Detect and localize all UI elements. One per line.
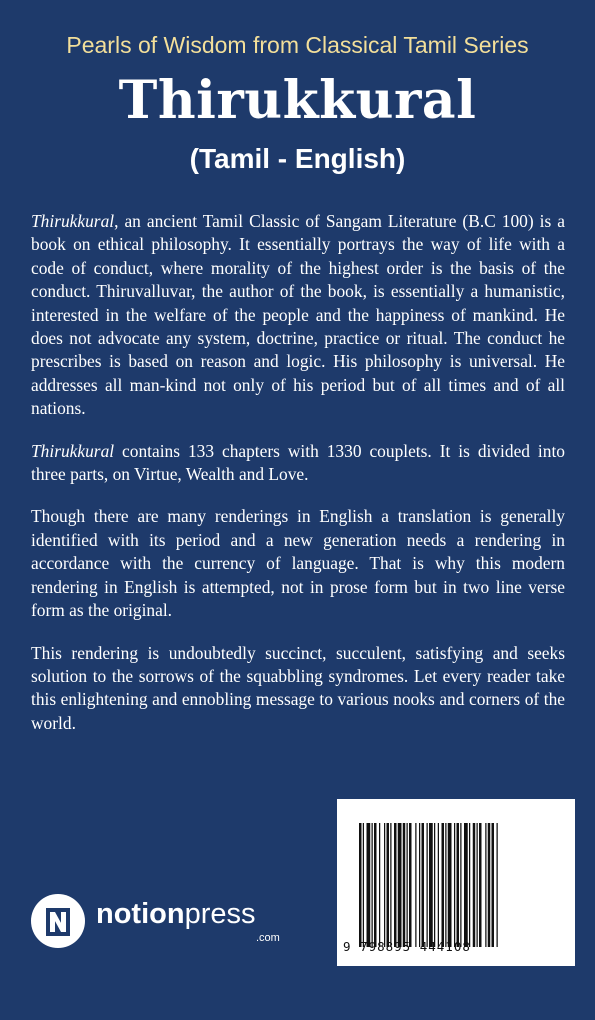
isbn-number: 9 798895 444108 — [343, 939, 471, 954]
blurb-paragraph-4: This rendering is undoubtedly succinct, succulent, satisfying and seeks solution to the sorrows of the squabbling syndromes. Let every reader take this enlightening and ennobling message to various nooks and corners of the world. — [31, 642, 565, 733]
blurb — [31, 210, 565, 754]
publisher-name-light: press — [184, 898, 256, 930]
book-name-italic: Thirukkural — [31, 440, 115, 461]
blurb-paragraph-2 — [31, 440, 565, 487]
notion-press-logo-icon — [30, 893, 86, 949]
publisher-name — [96, 896, 256, 932]
publisher-name-bold: notion — [96, 898, 185, 930]
blurb-paragraph-3: Though there are many renderings in English a translation is generally identified with its period and a new generation needs a rendering in accordance with the currency of language. That is why this modern rendering in English is attempted, not in prose form but in two line verse form as the original. — [31, 506, 565, 621]
blurb-paragraph-1 — [31, 210, 565, 421]
blurb-text: , an ancient Tamil Classic of Sangam Literature (B.C 100) is a book on ethical philosophy. It essentially portrays the way of life with a code of conduct, where morality of the highest order is the basis of the conduct. Thiruvalluvar, the author of the book, is essentially a humanistic, interested in the welfare of the people and the happiness of mankind. He does not advocate any system, doctrine, practice or ritual. The conduct he prescribes is based on reason and logic. His philosophy is universal. He addresses all man-kind not only of his period but of all times and of all nations. — [31, 211, 565, 419]
book-name-italic: Thirukkural — [31, 211, 115, 231]
barcode-panel — [337, 799, 575, 966]
book-title: Thirukkural — [118, 70, 477, 131]
barcode-icon — [359, 823, 553, 947]
blurb-text: contains 133 chapters with 1330 couplets. It is divided into three parts, on Virtue, Wealth and Love. — [31, 440, 565, 485]
publisher-domain: .com — [256, 932, 280, 944]
book-subtitle: (Tamil - English) — [189, 143, 406, 174]
series-title: Pearls of Wisdom from Classical Tamil Series — [66, 32, 529, 58]
